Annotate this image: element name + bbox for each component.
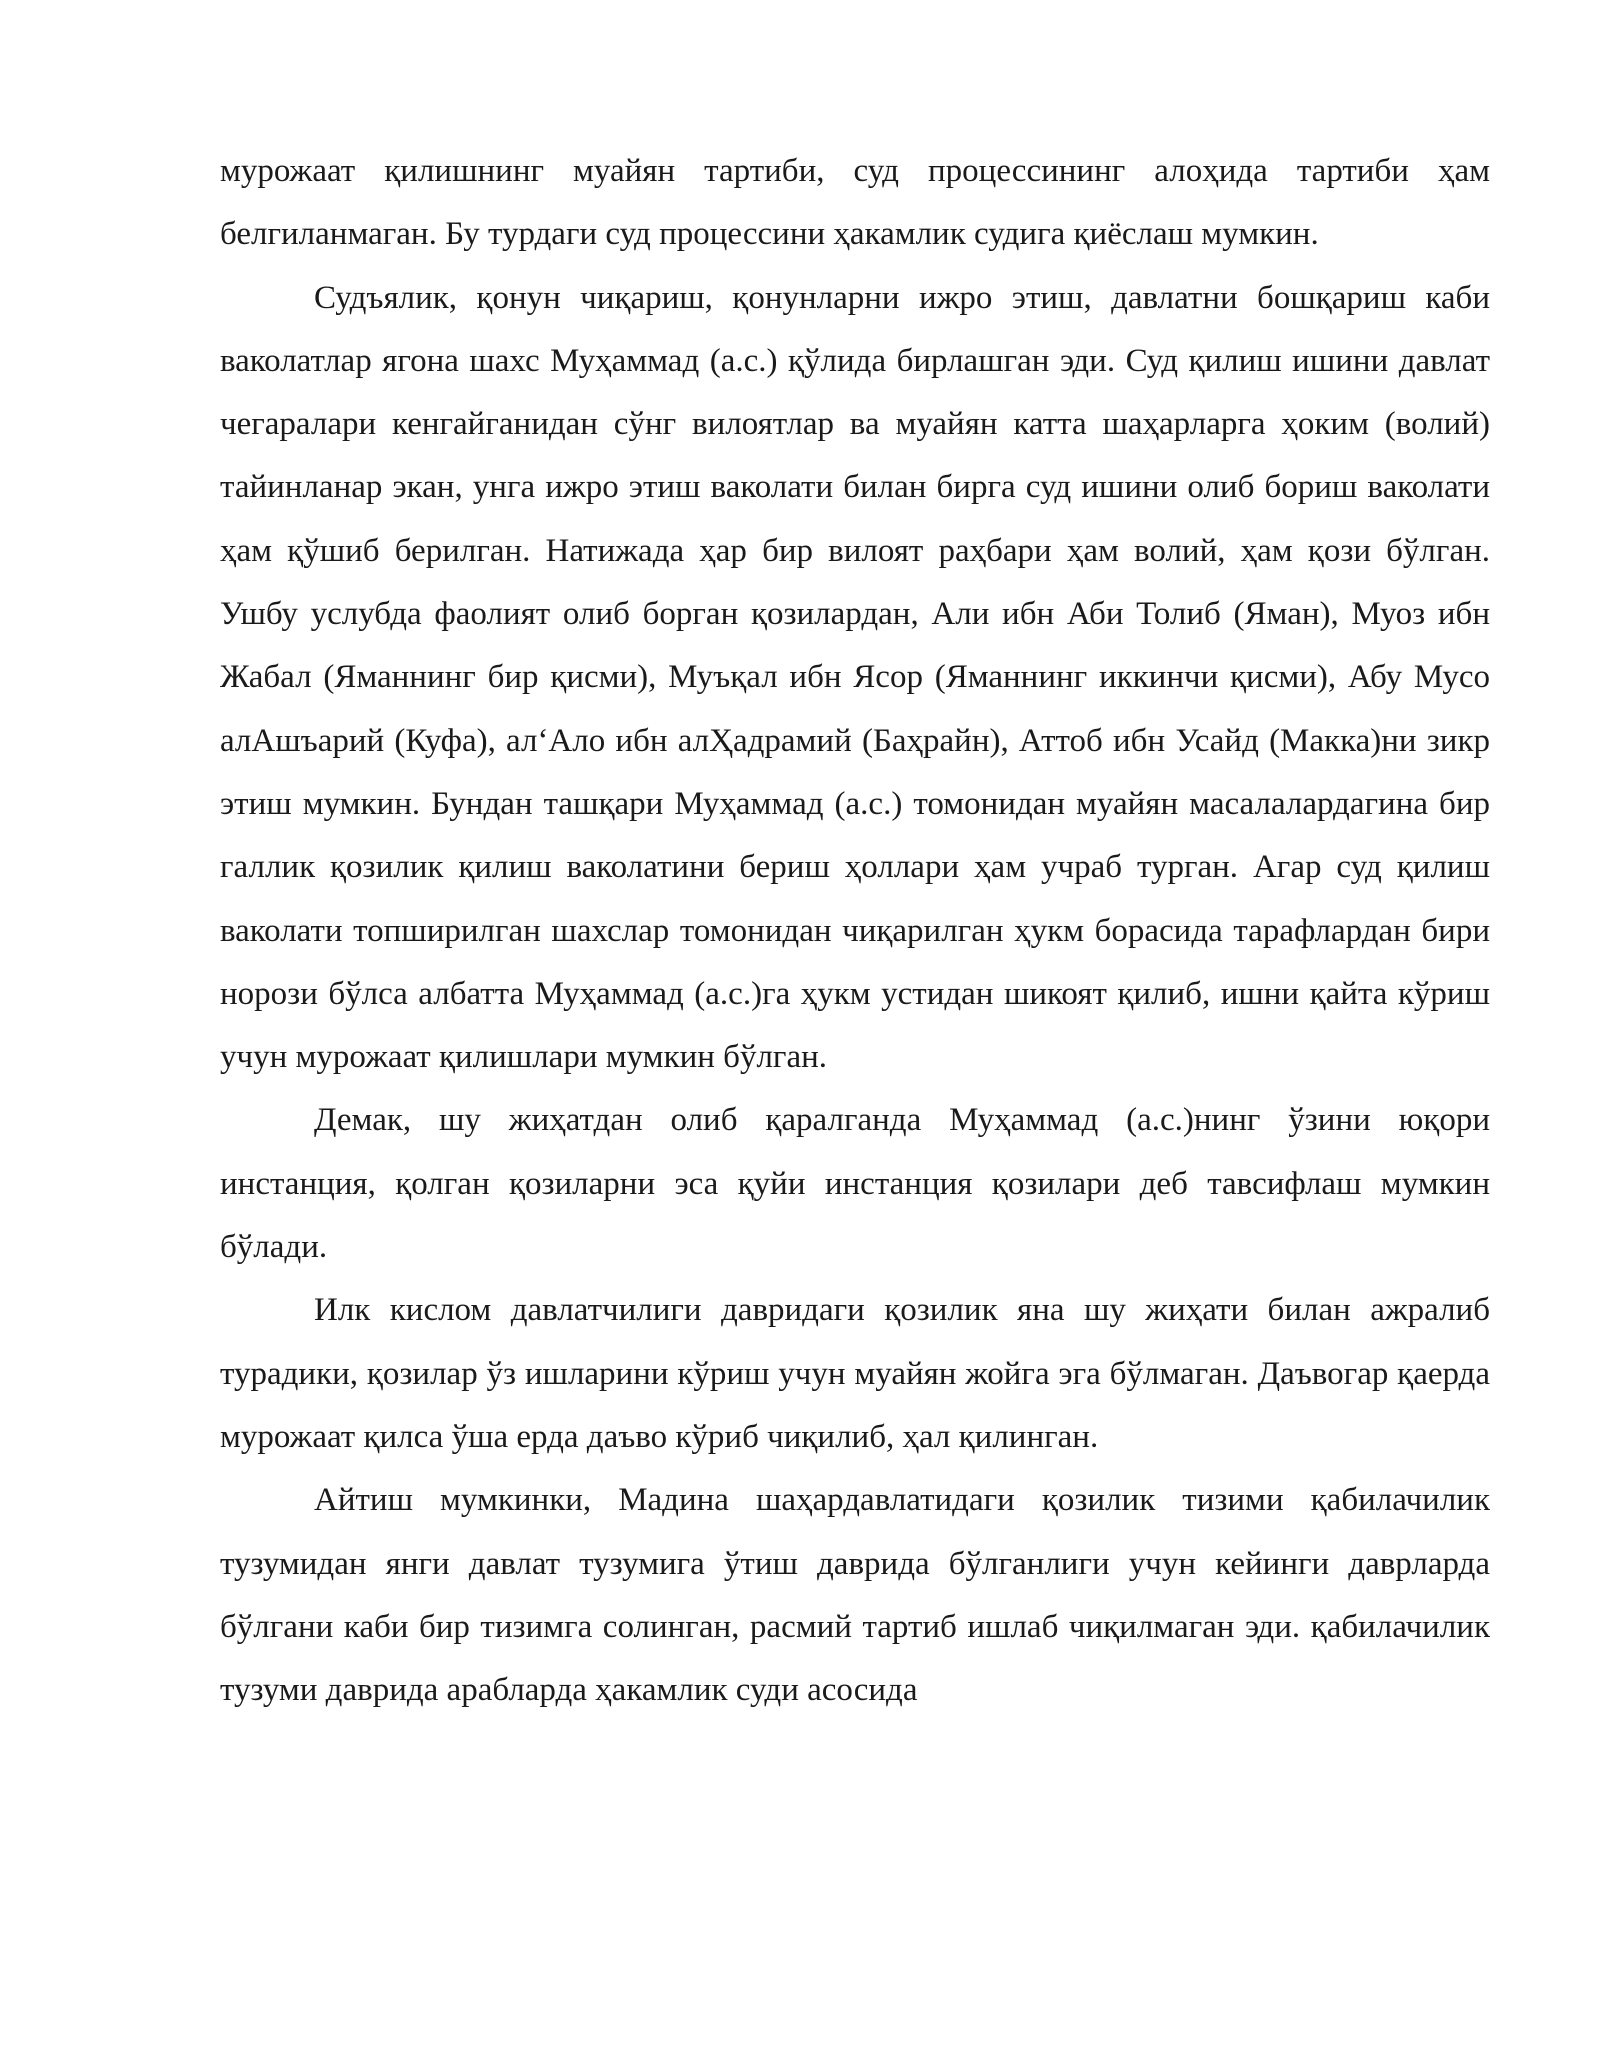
paragraph: Айтиш мумкинки, Мадина шаҳардавлатидаги қозилик тизими қабилачилик тузумидан янги давлат тузумига ўтиш даврида бўлганлиги учун кейинги даврларда бўлгани каби бир тизимга солинган, расмий тартиб ишлаб чиқилмаган эди. қабилачилик тузуми даврида арабларда ҳакамлик суди асосида — [220, 1482, 1490, 1709]
paragraph-continuation: мурожаат қилишнинг муайян тартиби, суд процессининг алоҳида тартиби ҳам белгиланмаган. Бу турдаги суд процессини ҳакамлик судига қиёслаш мумкин. — [220, 153, 1490, 253]
paragraph: Судъялик, қонун чиқариш, қонунларни ижро этиш, давлатни бошқариш каби ваколатлар ягона шахс Муҳаммад (а.с.) қўлида бирлашган эди. Суд қилиш ишини давлат чегаралари кенгайганидан сўнг вилоятлар ва муайян катта шаҳарларга ҳоким (волий) тайинланар экан, унга ижро этиш ваколати билан бирга суд ишини олиб бориш ваколати ҳам қўшиб берилган. Натижада ҳар бир вилоят раҳбари ҳам волий, ҳам қози бўлган. Ушбу услубда фаолият олиб борган қозилардан, Али ибн Аби Толиб (Яман), Муоз ибн Жабал (Яманнинг бир қисми), Муъқал ибн Ясор (Яманнинг иккинчи қисми), Абу Мусо алАшъарий (Куфа), алʻАло ибн алҲадрамий (Баҳрайн), Аттоб ибн Усайд (Макка)ни зикр этиш мумкин. Бундан ташқари Муҳаммад (а.с.) томонидан муайян масалалардагина бир галлик қозилик қилиш ваколатини бериш ҳоллари ҳам учраб турган. Агар суд қилиш ваколати топширилган шахслар томонидан чиқарилган ҳукм борасида тарафлардан бири норози бўлса албатта Муҳаммад (а.с.)га ҳукм устидан шикоят қилиб, ишни қайта кўриш учун мурожаат қилишлари мумкин бўлган. — [220, 279, 1490, 1076]
paragraph: Илк кислом давлатчилиги давридаги қозилик яна шу жиҳати билан ажралиб турадики, қозилар ўз ишларини кўриш учун муайян жойга эга бўлмаган. Даъвогар қаерда мурожаат қилса ўша ерда даъво кўриб чиқилиб, ҳал қилинган. — [220, 1292, 1490, 1455]
paragraph: Демак, шу жиҳатдан олиб қаралганда Муҳаммад (а.с.)нинг ўзини юқори инстанция, қолган қозиларни эса қуйи инстанция қозилари деб тавсифлаш мумкин бўлади. — [220, 1102, 1490, 1266]
document-page — [220, 140, 1490, 1722]
